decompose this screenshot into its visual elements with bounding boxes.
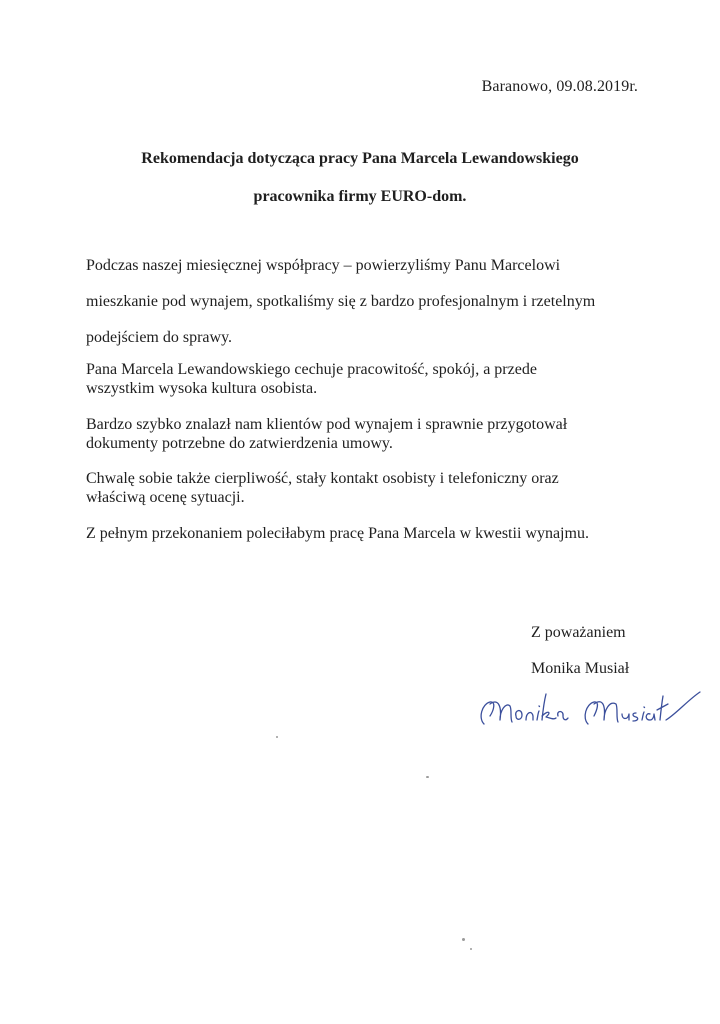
letter-title-line-1: Rekomendacja dotycząca pracy Pana Marcela Lewandowskiego (141, 150, 579, 167)
paragraph-5: Z pełnym przekonaniem poleciłabym pracę Pana Marcela w kwestii wynajmu. (86, 525, 589, 542)
paragraph-2 (86, 360, 656, 398)
paragraph-1-line-2: mieszkanie pod wynajem, spotkaliśmy się z bardzo profesjonalnym i rzetelnym (86, 293, 596, 310)
closing-salutation: Z poważaniem (531, 624, 626, 641)
handwritten-signature (476, 680, 706, 740)
paragraph-2-line-1: Pana Marcela Lewandowskiego cechuje pracowitość, spokój, a przede (86, 361, 537, 378)
scan-speck (462, 938, 465, 941)
scan-speck (276, 736, 278, 738)
letter-title-line-2: pracownika firmy EURO-dom. (253, 188, 467, 205)
paragraph-1-line-1: Podczas naszej miesięcznej współpracy – powierzyliśmy Panu Marcelowi (86, 257, 561, 274)
scan-speck (426, 776, 429, 778)
paragraph-4-line-1: Chwalę sobie także cierpliwość, stały kontakt osobisty i telefoniczny oraz (86, 470, 559, 487)
scan-speck (470, 948, 472, 950)
letter-date: Baranowo, 09.08.2019r. (481, 78, 638, 95)
paragraph-4 (86, 469, 656, 507)
paragraph-3 (86, 415, 656, 453)
paragraph-4-line-2: właściwą ocenę sytuacji. (86, 489, 245, 506)
paragraph-3-line-2: dokumenty potrzebne do zatwierdzenia umowy. (86, 435, 393, 452)
paragraph-1-line-3: podejściem do sprawy. (86, 329, 233, 346)
paragraph-3-line-1: Bardzo szybko znalazł nam klientów pod wynajem i sprawnie przygotował (86, 416, 568, 433)
paragraph-2-line-2: wszystkim wysoka kultura osobista. (86, 380, 318, 397)
signature-strokes (481, 692, 700, 724)
signer-name: Monika Musiał (531, 660, 630, 677)
